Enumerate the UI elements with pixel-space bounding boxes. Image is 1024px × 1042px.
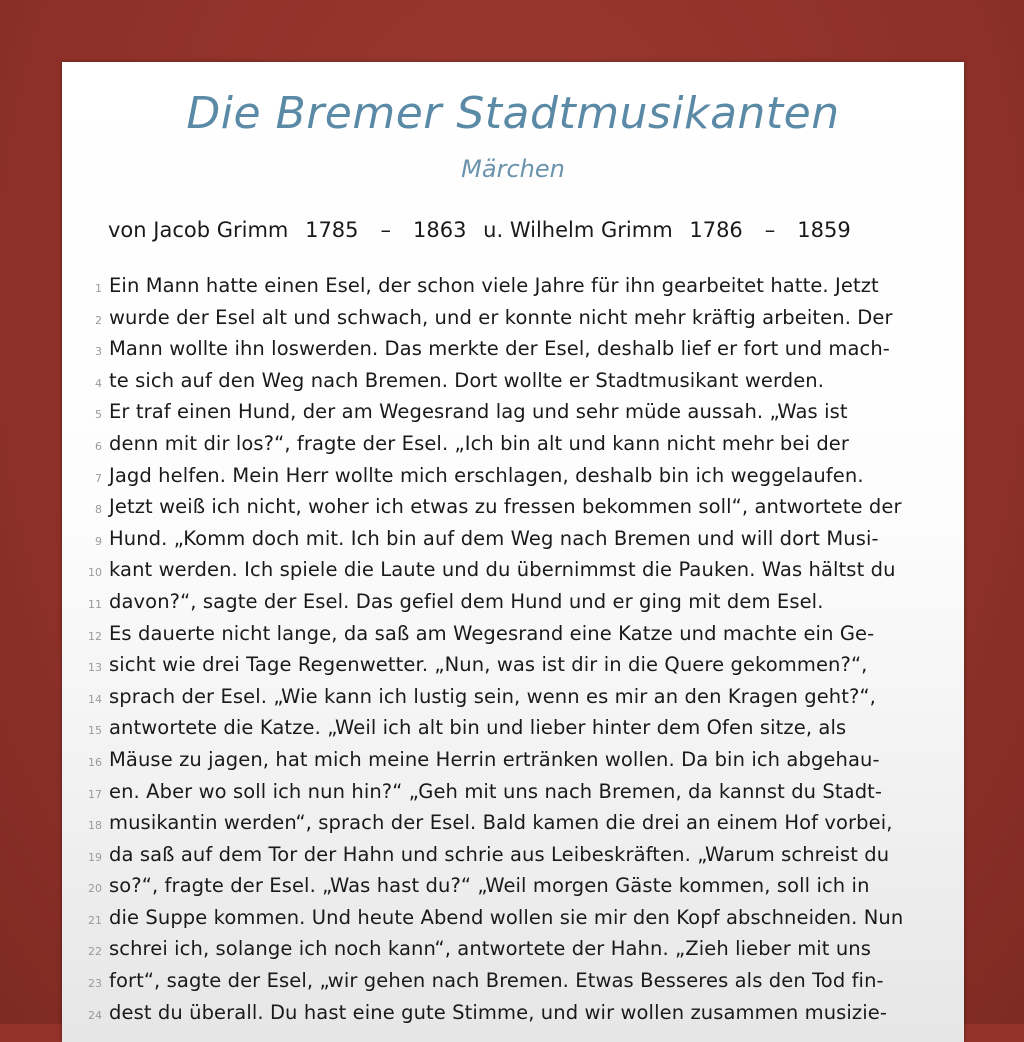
line-text: denn mit dir los?“, fragte der Esel. „Ich bin alt und kann nicht mehr bei der	[109, 431, 850, 455]
line-number: 23	[88, 977, 102, 991]
text-line	[62, 778, 964, 810]
page-title: Die Bremer Stadtmusikanten	[186, 88, 840, 139]
jacob-birth-year: 1785	[305, 218, 359, 242]
author-conjunction: u. Wilhelm Grimm	[483, 218, 673, 242]
year-dash: –	[380, 218, 392, 242]
text-line	[62, 556, 964, 588]
text-line	[62, 493, 964, 525]
text-line	[62, 746, 964, 778]
line-number: 4	[95, 376, 102, 390]
line-text: schrei ich, solange ich noch kann“, antwortete der Hahn. „Zieh lieber mit uns	[109, 937, 872, 961]
text-line	[62, 430, 964, 462]
line-number: 7	[95, 471, 102, 485]
line-text: en. Aber wo soll ich nun hin?“ „Geh mit uns nach Bremen, da kannst du Stadt-	[109, 779, 883, 803]
year-dash: –	[764, 218, 776, 242]
text-line	[62, 335, 964, 367]
line-text: Mann wollte ihn loswerden. Das merkte der Esel, deshalb lief er fort und mach-	[109, 337, 890, 361]
text-line	[62, 620, 964, 652]
text-line	[62, 272, 964, 304]
line-text: Hund. „Komm doch mit. Ich bin auf dem Weg nach Bremen und will dort Musi-	[109, 526, 879, 550]
line-text: da saß auf dem Tor der Hahn und schrie aus Leibeskräften. „Warum schreist du	[109, 842, 890, 866]
line-text: sprach der Esel. „Wie kann ich lustig sein, wenn es mir an den Kragen geht?“,	[109, 684, 876, 708]
line-text: te sich auf den Weg nach Bremen. Dort wollte er Stadtmusikant werden.	[109, 368, 825, 392]
line-number: 22	[88, 945, 102, 959]
line-text: Es dauerte nicht lange, da saß am Wegesrand eine Katze und machte ein Ge-	[109, 621, 875, 645]
text-line	[62, 462, 964, 494]
wilhelm-birth-year: 1786	[689, 218, 743, 242]
line-number: 10	[88, 566, 102, 580]
wilhelm-death-year: 1859	[797, 218, 851, 242]
line-number: 16	[88, 755, 102, 769]
line-number: 14	[88, 692, 102, 706]
line-number: 3	[95, 345, 102, 359]
line-text: Er traf einen Hund, der am Wegesrand lag und sehr müde aussah. „Was ist	[109, 400, 848, 424]
text-line	[62, 841, 964, 873]
text-line	[62, 525, 964, 557]
line-text: kant werden. Ich spiele die Laute und du übernimmst die Pauken. Was hältst du	[109, 558, 896, 582]
line-text: antwortete die Katze. „Weil ich alt bin und lieber hinter dem Ofen sitze, als	[109, 716, 847, 740]
text-line	[62, 367, 964, 399]
page-subtitle: Märchen	[461, 155, 565, 183]
line-number: 17	[88, 787, 102, 801]
line-number: 9	[95, 534, 102, 548]
line-text: sicht wie drei Tage Regenwetter. „Nun, was ist dir in die Quere gekommen?“,	[109, 653, 868, 677]
line-text: Ein Mann hatte einen Esel, der schon viele Jahre für ihn gearbeitet hatte. Jetzt	[109, 274, 879, 297]
text-line	[62, 398, 964, 430]
line-number: 18	[88, 819, 102, 833]
line-text: wurde der Esel alt und schwach, und er konnte nicht mehr kräftig arbeiten. Der	[109, 305, 893, 329]
line-text: Jagd helfen. Mein Herr wollte mich erschlagen, deshalb bin ich weggelaufen.	[109, 463, 864, 487]
line-number: 21	[88, 913, 102, 927]
text-line	[62, 999, 964, 1031]
text-line	[62, 588, 964, 620]
text-line	[62, 904, 964, 936]
line-text: die Suppe kommen. Und heute Abend wollen sie mir den Kopf abschneiden. Nun	[109, 905, 904, 929]
line-number: 1	[95, 282, 102, 295]
line-number: 2	[95, 313, 102, 327]
line-text: so?“, fragte der Esel. „Was hast du?“ „Weil morgen Gäste kommen, soll ich in	[109, 874, 870, 898]
line-number: 20	[88, 882, 102, 896]
text-line	[62, 967, 964, 999]
worksheet	[62, 62, 964, 1042]
line-number: 15	[88, 724, 102, 738]
line-number: 8	[95, 503, 102, 517]
text-line	[62, 683, 964, 715]
line-number: 11	[88, 597, 102, 611]
text-line	[62, 809, 964, 841]
line-number: 6	[95, 439, 102, 453]
line-number: 24	[88, 1008, 102, 1022]
line-number: 19	[88, 850, 102, 864]
jacob-death-year: 1863	[413, 218, 467, 242]
line-number: 12	[88, 629, 102, 643]
line-text: Mäuse zu jagen, hat mich meine Herrin ertränken wollen. Da bin ich abgehau-	[109, 747, 880, 771]
author-line	[108, 218, 861, 242]
text-line	[62, 651, 964, 683]
text-line	[62, 935, 964, 967]
line-text: musikantin werden“, sprach der Esel. Bald kamen die drei an einem Hof vorbei,	[109, 811, 893, 835]
line-number: 13	[88, 661, 102, 675]
text-line	[62, 872, 964, 904]
text-line	[62, 304, 964, 336]
line-number: 5	[95, 408, 102, 422]
text-line	[62, 714, 964, 746]
author-prefix: von Jacob Grimm	[108, 218, 289, 242]
line-text: dest du überall. Du hast eine gute Stimme, und wir wollen zusammen musizie-	[109, 1000, 888, 1024]
story-text	[62, 272, 964, 1030]
line-text: fort“, sagte der Esel, „wir gehen nach Bremen. Etwas Besseres als den Tod fin-	[109, 969, 884, 993]
line-text: davon?“, sagte der Esel. Das gefiel dem Hund und er ging mit dem Esel.	[109, 589, 824, 613]
line-text: Jetzt weiß ich nicht, woher ich etwas zu fressen bekommen soll“, antwortete der	[109, 495, 902, 519]
